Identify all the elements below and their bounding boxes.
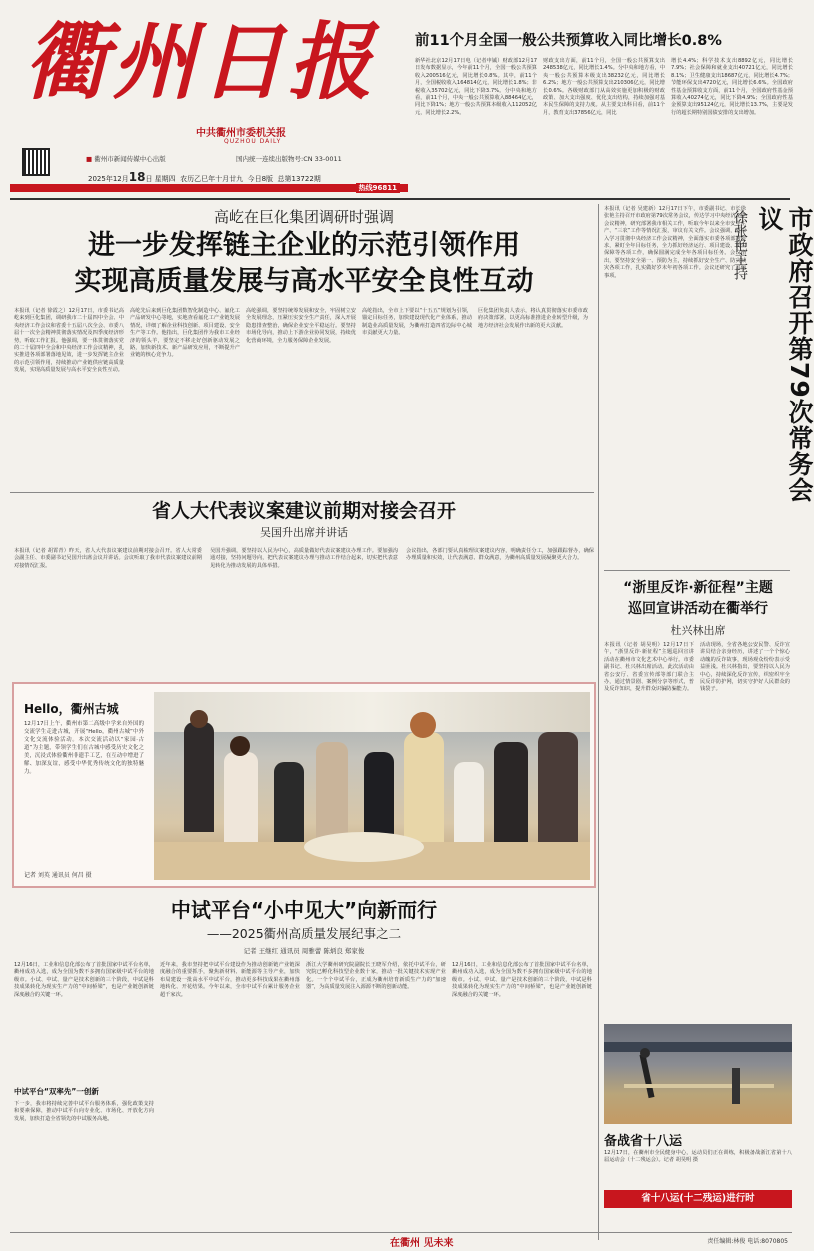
pilot-col-3: 浙江大学衢州研究院副院长王晓军介绍，依托中试平台，研究院已孵化科技型企业数十家，推动一批关键技术实现产业化。一个个中试平台，正成为衢州培育新质生产力的“加速器”，为高质量发展注入源源不断的创新动能。: [306, 962, 446, 991]
feature-photo: [154, 692, 590, 880]
lead-col-2: 高屹先后来到巨化集团数智化制造中心、氟化工产品研发中心等地，实地查看氟化工产业链发展情况，详细了解企业科技创新、项目建设、安全生产等工作。他指出，巨化集团作为我市工业经济的领头羊，要坚定不移走好创新驱动发展之路，加快新技术、新产品研发应用，不断提升产业链的核心竞争力。: [130, 308, 240, 359]
training-photo-caption: 12月17日，在衢州市全民健身中心，运动员们正在训练，积极备战浙江省第十八届运动会（十二残运会）。记者 胡昊明 摄: [604, 1150, 792, 1164]
divider: [598, 204, 599, 1240]
pilot-col-4: 12月16日，工业和信息化部公布了首批国家中试平台名单，衢州成功入选，成为全国为数不多拥有国家级中试平台的地级市。小试、中试、量产是技术创新的三个阶段，中试是科技成果转化为现实生产力的“中间桥梁”，也是产业链创新链深度融合的关键一环。: [452, 962, 592, 998]
npc-title: 省人大代表议案建议前期对接会召开: [151, 500, 456, 522]
masthead: [10, 6, 400, 190]
lead-col-3: 高屹强调，要坚持统筹发展和安全，牢固树立安全发展理念，压紧压实安全生产责任，深入开展隐患排查整治，确保企业安全平稳运行。要坚持市场化导向，推动上下游企业协同发展，持续优化营商环境，全力服务保障企业发展。: [246, 308, 356, 344]
games-banner: 省十八运(十二残运)进行时: [604, 1190, 792, 1208]
pilot-title: 中试平台“小中见大”向新而行: [170, 898, 438, 922]
pinyin-label: QUZHOU DAILY: [224, 138, 282, 145]
feature-text: 12月17日上午，衢州市第二高级中学来自外国的交流学生走进古城，开展“Hello，衢州古城”中外文化交流体验活动。本次交流活动以“家园·古道”为主题，带领学生们在古城中感受历史文化之美，沉浸式体验衢州非遗手工艺，在互动中增进了解、加深友谊，感受中华优秀传统文化的独特魅力。: [24, 721, 144, 775]
pilot-subtitle: ——2025衢州高质量发展纪事之二: [206, 926, 402, 941]
footer-slogan: 在衢州 见未来: [390, 1238, 454, 1249]
footer-editor: 责任编辑:林俊 电话:8070805: [707, 1238, 788, 1245]
pilot-col-2: 近年来，我市坚持把中试平台建设作为推动创新链产业链深度融合的重要抓手，聚焦新材料、新能源等主导产业，加快布局建设一批高水平中试平台，推动更多科技成果在衢州落地转化、开花结果。今年以来，全市中试平台累计服务企业超千家次。: [160, 962, 300, 998]
standing-meeting-sub: 徐张艳主持: [732, 210, 748, 280]
top-story-col-2: 财政支出方面，前11个月，全国一般公共预算支出248538亿元，同比增长1.4%。分中央和地方看，中央一般公共预算本级支出38232亿元，同比增长6.2%；地方一般公共预算支出210306亿元，同比增长0.6%。各级财政部门从高效实施更加积极的财政政策、加大支出强度、优化支出结构，持续加强对基本民生保障的支持力度。从主要支出科目看，前11个月，教育支出37856亿元，同比: [543, 58, 665, 116]
pilot-col-1b: 下一步，我市将持续完善中试平台服务体系，强化政策支持和要素保障，推动中试平台向专业化、市场化、开放化方向发展，加快打造全省领先的中试服务高地。: [14, 1101, 154, 1122]
training-photo-title: 备战省十八运: [604, 1134, 683, 1149]
lead-title-2: 实现高质量发展与高水平安全良性互动: [74, 266, 534, 297]
issue-number: 总第13722期: [277, 175, 321, 183]
page-count: 今日8版: [247, 175, 274, 183]
anti-fraud-col-2: 活动现场，全省各地公安民警、反诈宣讲员结合亲身经历，讲述了一个个惊心动魄的反诈故事，现场观众纷纷表示受益匪浅。杜兴林指出，要坚持以人民为中心，持续深化反诈宣传，织密织牢全民反诈防护网，切实守护好人民群众的钱袋子。: [700, 642, 790, 693]
divider: [604, 570, 790, 571]
lead-kicker: 高屹在巨化集团调研时强调: [213, 208, 394, 226]
lead-title-1: 进一步发挥链主企业的示范引领作用: [88, 230, 520, 261]
hotline: 热线96811: [356, 183, 400, 193]
party-label: 中共衢州市委机关报: [196, 128, 286, 139]
anti-fraud-title-2: 巡回宣讲活动在衢举行: [628, 601, 768, 617]
top-story-title: 前11个月全国一般公共预算收入同比增长0.8%: [415, 33, 722, 49]
standing-meeting-title: 市政府召开第79次常务会议: [755, 206, 814, 503]
publisher-icon: ■: [86, 155, 93, 163]
pilot-subhead: 中试平台“双率先”一创新: [14, 1087, 99, 1096]
top-story-col-1: 新华社北京12月17日电（记者申铖）财政部12月17日发布数据显示，今年前11个月，全国一般公共预算收入200516亿元，同比增长0.8%。其中，前11个月，全国税收收入164814亿元，同比增长1.8%；非税收入35702亿元，同比下降3.7%。分中央和地方看，前11个月，中央一般公共预算收入88464亿元，同比下降1%；地方一般公共预算本级收入112052亿元，同比增长2.2%。: [415, 58, 537, 116]
npc-col-3: 会议指出，各部门要认真梳理议案建议内容，明确责任分工，加强跟踪督办，确保办理质量和实效，让代表满意、群众满意，为衢州高质量发展凝聚更大合力。: [406, 548, 594, 562]
feature-box: [12, 682, 596, 888]
pilot-col-1: 12月16日，工业和信息化部公布了首批国家中试平台名单，衢州成功入选，成为全国为数不多拥有国家级中试平台的地级市。小试、中试、量产是技术创新的三个阶段，中试是科技成果转化为现实生产力的“中间桥梁”，也是产业链创新链深度融合的关键一环。: [14, 962, 154, 998]
pilot-byline: 记者 王继红 通讯员 周雅蕾 陈炳良 郑家俊: [243, 947, 365, 955]
date-suffix: 日 星期四: [145, 175, 176, 183]
anti-fraud-sub: 杜兴林出席: [670, 624, 726, 637]
lead-story: [14, 206, 594, 486]
lead-col-5: 巨化集团负责人表示，将认真贯彻落实市委市政府决策部署，以更高标准推进企业转型升级，为地方经济社会发展作出新的更大贡献。: [478, 308, 588, 329]
divider: [10, 198, 790, 200]
top-story-col-3: 增长4.4%；科学技术支出8892亿元，同比增长7.9%；社会保障和就业支出40721亿元，同比增长8.1%；卫生健康支出18687亿元，同比增长4.7%；节能环保支出4720亿元，同比增长6.6%。全国政府性基金预算收支方面，前11个月，全国政府性基金预算收入40274亿元，同比下降4.9%；全国政府性基金预算支出95124亿元，同比增长13.7%，主要是发行的超长期特别国债安排的支出增加。: [671, 58, 793, 116]
divider: [10, 492, 594, 493]
hotline-bar: [10, 184, 408, 192]
publisher: ■ 衢州市新闻传媒中心出版: [86, 155, 166, 163]
pilot-story: [14, 896, 594, 1226]
date-prefix: 2025年12月: [88, 175, 129, 183]
footer: [10, 1232, 792, 1248]
date-bar: [10, 166, 408, 194]
date-day: 18: [128, 170, 146, 184]
lead-col-1: 本报讯（记者 徐霞之）12月17日，市委书记高屹来到巨化集团，调研我市二十届四中全会、中央经济工作会议和省委十五届八次全会、市委八届十一次全会精神贯彻落实情况及四季度经济形势，听取工作汇报。他强调，要一体贯彻落实党的二十届四中全会和中央经济工作会议精神，扎实推进各项部署落地见效，进一步发挥链主企业的示范引领作用，持续推动产业链供应链高质量发展，实现高质量发展与高水平安全良性互动。: [14, 308, 124, 374]
masthead-title: 衢州日报: [24, 12, 377, 111]
right-column: [604, 206, 814, 1246]
anti-fraud-col-1: 本报讯（记者 胡昊明）12月17日下午，“浙里反诈·新征程”主题巡回宣讲活动在衢州市文化艺术中心举行。市委副书记、杜兴林出席活动。此次活动由省公安厅、省委宣传部等部门联合主办，通过情景剧、案例分享等形式，普及反诈知识，提升群众识骗防骗能力。: [604, 642, 694, 693]
npc-sub: 吴国升出席并讲话: [260, 526, 348, 539]
npc-col-2: 吴国升强调，要坚持以人民为中心，高质量做好代表议案建议办理工作。要加强沟通对接，坚持问题导向，把代表议案建议办理与推动工作结合起来，切实把代表意见转化为推动发展的具体举措。: [210, 548, 398, 569]
npc-col-1: 本报讯（记者 胡霄青）昨天，省人大代表议案建议前期对接会召开。省人大常委会副主任、市委副书记吴国升出席会议并讲话。会议听取了我市代表议案建议前期对接情况汇报。: [14, 548, 202, 569]
training-photo: [604, 1024, 792, 1124]
top-story: [415, 30, 793, 190]
npc-story: [14, 498, 594, 668]
lead-col-4: 高屹指出，全市上下要以“十五五”规划为引领，锚定目标任务，加快建设现代化产业体系，推动制造业高质量发展，为衢州打造四省边际中心城市贡献更大力量。: [362, 308, 472, 337]
feature-label: Hello，衢州古城: [24, 702, 119, 716]
standing-meeting-story: 本报讯（记者 吴建新）12月17日下午，市委副书记、市长徐张艳主持召开市政府第79次常务会议，传达学习中央经济工作会议精神，研究部署我市相关工作，听取今年以来全市安全生产、“三农”工作等情况汇报，审议有关文件。会议强调，要深入学习贯彻中央经济工作会议精神，全面落实市委各项部署要求，紧盯全年目标任务，全力抓好经济运行、项目建设、民生保障等各项工作，确保圆满完成全年各项目标任务。会议指出，要坚持安全第一、预防为主，持续抓好安全生产、防灾减灾各项工作，扎实做好岁末年初各项工作。会议还研究了其他事项。: [604, 206, 746, 279]
lunar-date: 农历乙巳年十月廿九: [180, 175, 244, 183]
feature-credit: 记者 刘英 通讯员 何昌 摄: [24, 872, 92, 879]
anti-fraud-title-1: “浙里反诈·新征程”主题: [623, 580, 773, 596]
cn-number: 国内统一连续出版物号:CN 33-0011: [236, 155, 342, 163]
